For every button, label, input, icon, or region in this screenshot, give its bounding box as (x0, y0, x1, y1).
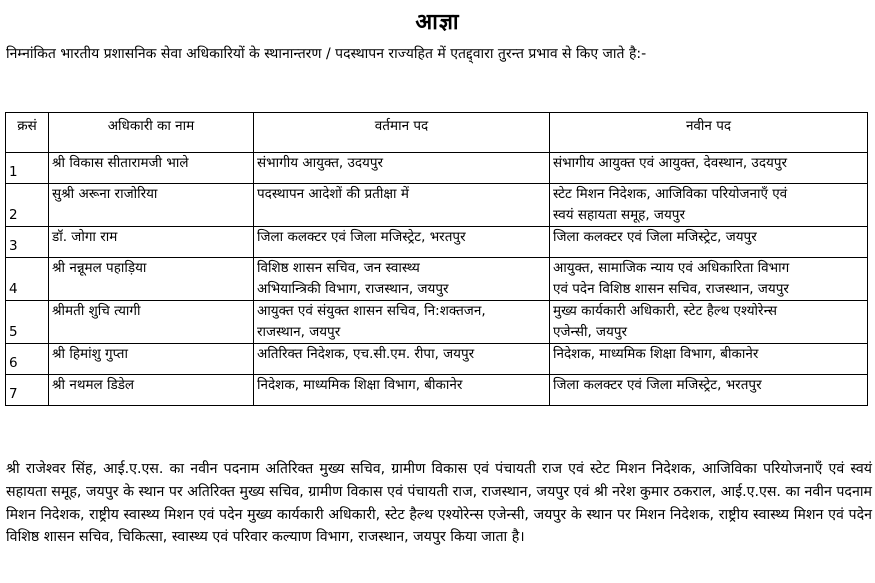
table-row (6, 344, 868, 375)
transfer-table (5, 112, 868, 406)
table-row (6, 184, 868, 227)
row-current-post: निदेशक, माध्यमिक शिक्षा विभाग, बीकानेर (254, 375, 550, 406)
table-row (6, 301, 868, 344)
row-officer-name: श्री नन्नूमल पहाड़िया (49, 258, 254, 301)
row-serial: 6 (6, 344, 49, 375)
header-new-post: नवीन पद (550, 113, 868, 153)
row-officer-name: श्री नथमल डिडेल (49, 375, 254, 406)
document-title: आज्ञा (415, 10, 460, 35)
row-officer-name: श्री विकास सीतारामजी भाले (49, 153, 254, 184)
row-serial: 5 (6, 301, 49, 344)
row-new-post: स्टेट मिशन निदेशक, आजिविका परियोजनाएँ एवं स्वयं सहायता समूह, जयपुर (550, 184, 868, 227)
row-new-post: जिला कलक्टर एवं जिला मजिस्ट्रेट, भरतपुर (550, 375, 868, 406)
table-row (6, 375, 868, 406)
row-current-post: जिला कलक्टर एवं जिला मजिस्ट्रेट, भरतपुर (254, 227, 550, 258)
row-officer-name: सुश्री अरूना राजोरिया (49, 184, 254, 227)
row-new-post: मुख्य कार्यकारी अधिकारी, स्टेट हैल्थ एश्योरेन्स एजेन्सी, जयपुर (550, 301, 868, 344)
row-officer-name: श्री हिमांशु गुप्ता (49, 344, 254, 375)
row-current-post: आयुक्त एवं संयुक्त शासन सचिव, नि:शक्तजन, राजस्थान, जयपुर (254, 301, 550, 344)
row-current-post: संभागीय आयुक्त, उदयपुर (254, 153, 550, 184)
notice-paragraph: श्री राजेश्वर सिंह, आई.ए.एस. का नवीन पदनाम अतिरिक्त मुख्य सचिव, ग्रामीण विकास एवं पंचायती राज एवं स्टेट मिशन निदेशक, आजिविका परियोजनाएँ एवं स्वयं सहायता समूह, जयपुर के स्थान पर अतिरिक्त मुख्य सचिव, ग्रामीण विकास एवं पंचायती राज, राजस्थान, जयपुर एवं श्री नरेश कुमार ठकराल, आई.ए.एस. का नवीन पदनाम मिशन निदेशक, राष्ट्रीय स्वास्थ्य मिशन एवं पदेन मुख्य कार्यकारी अधिकारी, स्टेट हैल्थ एश्योरेन्स एजेन्सी, जयपुर के स्थान पर मिशन निदेशक, राष्ट्रीय स्वास्थ्य मिशन एवं पदेन विशिष्ठ शासन सचिव, चिकित्सा, स्वास्थ्य एवं परिवार कल्याण विभाग, राजस्थान, जयपुर किया जाता है। (6, 461, 872, 546)
row-serial: 7 (6, 375, 49, 406)
row-new-post: जिला कलक्टर एवं जिला मजिस्ट्रेट, जयपुर (550, 227, 868, 258)
header-serial: क्रसं (6, 113, 49, 153)
row-officer-name: श्रीमती शुचि त्यागी (49, 301, 254, 344)
row-current-post: विशिष्ठ शासन सचिव, जन स्वास्थ्य अभियान्त्रिकी विभाग, राजस्थान, जयपुर (254, 258, 550, 301)
table-row (6, 227, 868, 258)
row-serial: 3 (6, 227, 49, 258)
row-officer-name: डॉ. जोगा राम (49, 227, 254, 258)
row-serial: 2 (6, 184, 49, 227)
row-new-post: निदेशक, माध्यमिक शिक्षा विभाग, बीकानेर (550, 344, 868, 375)
table-row (6, 258, 868, 301)
row-serial: 4 (6, 258, 49, 301)
header-current-post: वर्तमान पद (254, 113, 550, 153)
intro-text: निम्नांकित भारतीय प्रशासनिक सेवा अधिकारियों के स्थानान्तरण / पदस्थापन राज्यहित में एतद्द्वारा तुरन्त प्रभाव से किए जाते है:- (6, 46, 647, 62)
table-row (6, 153, 868, 184)
row-serial: 1 (6, 153, 49, 184)
row-current-post: पदस्थापन आदेशों की प्रतीक्षा में (254, 184, 550, 227)
row-new-post: आयुक्त, सामाजिक न्याय एवं अधिकारिता विभाग एवं पदेन विशिष्ठ शासन सचिव, राजस्थान, जयपुर (550, 258, 868, 301)
table-header-row (6, 113, 868, 153)
header-officer-name: अधिकारी का नाम (49, 113, 254, 153)
row-new-post: संभागीय आयुक्त एवं आयुक्त, देवस्थान, उदयपुर (550, 153, 868, 184)
row-current-post: अतिरिक्त निदेशक, एच.सी.एम. रीपा, जयपुर (254, 344, 550, 375)
